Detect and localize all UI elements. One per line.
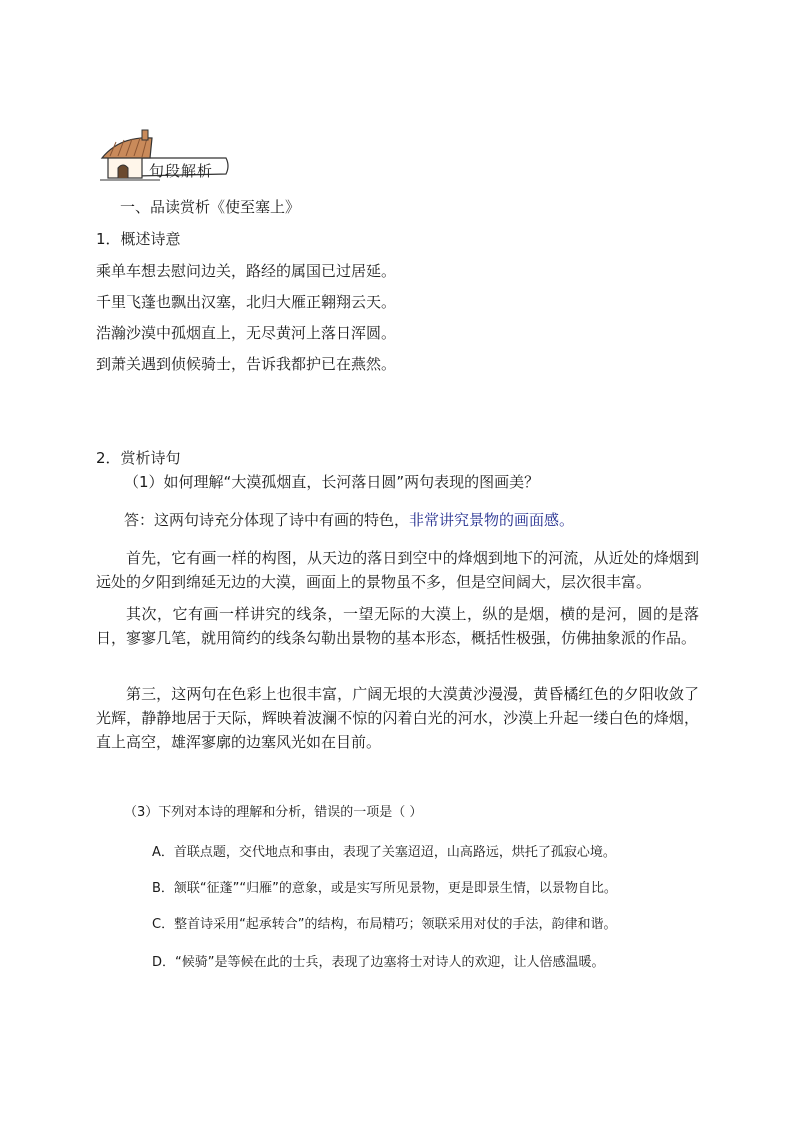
question-3-stem: （3）下列对本诗的理解和分析，错误的一项是（ ）: [124, 805, 423, 820]
poem-translation-line: 浩瀚沙漠中孤烟直上，无尽黄河上落日浑圆。: [96, 324, 397, 342]
answer-line: [124, 508, 574, 532]
poem-translation-line: 乘单车想去慰问边关，路经的属国已过居延。: [96, 262, 397, 280]
answer-highlight: 非常讲究景物的画面感。: [409, 511, 575, 529]
question-1-title: 1．概述诗意: [96, 230, 181, 248]
poem-translation-line: 到萧关遇到侦候骑士，告诉我都护已在燕然。: [96, 355, 397, 373]
option-c[interactable]: C．整首诗采用“起承转合”的结构，布局精巧；领联采用对仗的手法，韵律和谐。: [152, 917, 617, 932]
analysis-paragraph-1: 首先，它有画一样的构图，从天边的落日到空中的烽烟到地下的河流，从近处的烽烟到远处的夕阳到绵延无边的大漠，画面上的景物虽不多，但是空间阔大，层次很丰富。: [96, 549, 699, 591]
section-badge: [100, 128, 230, 184]
option-d[interactable]: D．“候骑”是等候在此的士兵，表现了边塞将士对诗人的欢迎，让人倍感温暖。: [152, 955, 605, 970]
poem-translation-line: 千里飞蓬也飘出汉塞，北归大雁正翱翔云天。: [96, 293, 397, 311]
option-a[interactable]: A．首联点题，交代地点和事由，表现了关塞迢迢，山高路远，烘托了孤寂心境。: [152, 845, 616, 860]
question-2-subquestion: （1）如何理解“大漠孤烟直，长河落日圆”两句表现的图画美？: [124, 473, 540, 491]
badge-label: 句段解析: [149, 162, 214, 180]
question-2-title: 2．赏析诗句: [96, 449, 181, 467]
analysis-paragraph-3: 第三，这两句在色彩上也很丰富，广阔无垠的大漠黄沙漫漫，黄昏橘红色的夕阳收敛了光辉，静静地居于天际，辉映着波澜不惊的闪着白光的河水，沙漠上升起一缕白色的烽烟，直上高空，雄浑寥廓的边塞风光如在目前。: [96, 685, 699, 751]
option-b[interactable]: B．颔联“征蓬”“归雁”的意象，或是实写所见景物，更是即景生情，以景物自比。: [152, 881, 617, 896]
answer-lead: 答：这两句诗充分体现了诗中有画的特色，: [124, 511, 410, 529]
analysis-paragraph-2: 其次，它有画一样讲究的线条，一望无际的大漠上，纵的是烟，横的是河，圆的是落日，寥寥几笔，就用简约的线条勾勒出景物的基本形态，概括性极强，仿佛抽象派的作品。: [96, 605, 699, 647]
section-title: 一、品读赏析《使至塞上》: [120, 198, 301, 216]
